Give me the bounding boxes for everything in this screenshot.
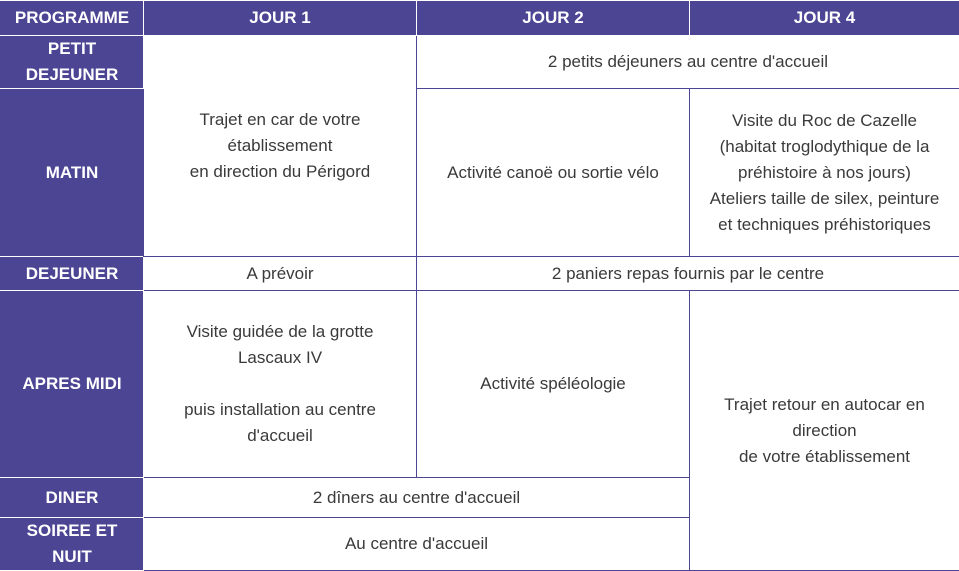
cell-matin-jour4 — [690, 89, 959, 257]
cell-matin-jour4-line: Ateliers taille de silex, peinture — [696, 186, 953, 212]
cell-soiree-jour1-2: Au centre d'accueil — [144, 518, 690, 571]
header-programme: PROGRAMME — [1, 1, 144, 36]
label-soiree: SOIREE ET NUIT — [1, 518, 144, 571]
label-matin: MATIN — [1, 89, 144, 257]
cell-apres-midi-jour1-line: Lascaux IV — [150, 345, 410, 371]
cell-matin-jour4-line: Visite du Roc de Cazelle — [696, 108, 953, 134]
header-jour1: JOUR 1 — [144, 1, 417, 36]
cell-matin-jour4-line: préhistoire à nos jours) — [696, 160, 953, 186]
header-row — [1, 1, 959, 36]
cell-petit-dejeuner-jour2-4: 2 petits déjeuners au centre d'accueil — [417, 36, 959, 89]
row-petit-dejeuner — [1, 36, 959, 89]
cell-apres-midi-jour1-line: puis installation au centre — [150, 397, 410, 423]
cell-matin-jour4-line: et techniques préhistoriques — [696, 212, 953, 238]
cell-apres-midi-jour2: Activité spéléologie — [417, 291, 690, 478]
spacer — [150, 371, 410, 397]
cell-apres-midi-jour1-line: Visite guidée de la grotte — [150, 319, 410, 345]
label-petit-dejeuner-line1: PETIT — [7, 36, 137, 62]
header-jour2: JOUR 2 — [417, 1, 690, 36]
cell-apres-midi-jour4 — [690, 291, 959, 571]
cell-matin-jour1 — [144, 36, 417, 257]
cell-matin-jour2: Activité canoë ou sortie vélo — [417, 89, 690, 257]
label-apres-midi: APRES MIDI — [1, 291, 144, 478]
cell-matin-jour1-line: Trajet en car de votre — [150, 107, 410, 133]
cell-apres-midi-jour4-line: de votre établissement — [696, 444, 953, 470]
cell-matin-jour1-line: en direction du Périgord — [150, 159, 410, 185]
row-apres-midi — [1, 291, 959, 478]
label-diner: DINER — [1, 478, 144, 518]
cell-apres-midi-jour1 — [144, 291, 417, 478]
cell-diner-jour1-2: 2 dîners au centre d'accueil — [144, 478, 690, 518]
cell-apres-midi-jour1-line: d'accueil — [150, 423, 410, 449]
cell-apres-midi-jour4-line: direction — [696, 418, 953, 444]
label-petit-dejeuner-line2: DEJEUNER — [7, 62, 137, 88]
cell-dejeuner-jour2-4: 2 paniers repas fournis par le centre — [417, 257, 959, 291]
cell-matin-jour1-line: établissement — [150, 133, 410, 159]
cell-dejeuner-jour1: A prévoir — [144, 257, 417, 291]
label-dejeuner: DEJEUNER — [1, 257, 144, 291]
row-dejeuner — [1, 257, 959, 291]
header-jour4: JOUR 4 — [690, 1, 959, 36]
cell-matin-jour4-line: (habitat troglodythique de la — [696, 134, 953, 160]
label-petit-dejeuner — [1, 36, 144, 89]
cell-apres-midi-jour4-line: Trajet retour en autocar en — [696, 392, 953, 418]
